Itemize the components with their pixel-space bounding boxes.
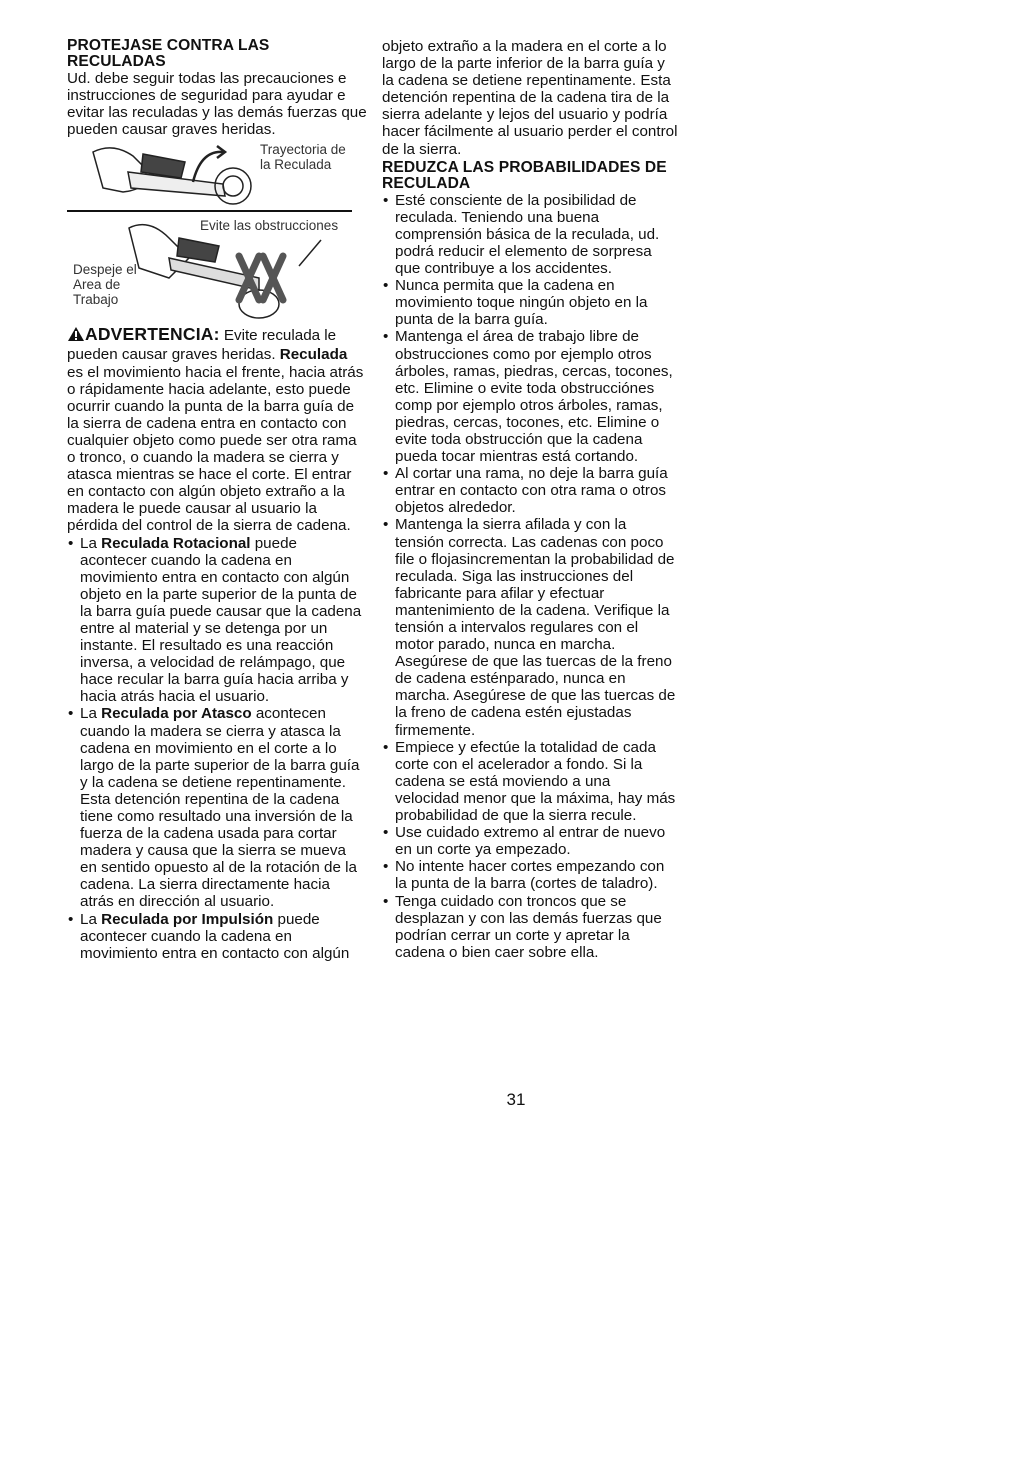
- list-item: • Empiece y efectúe la totalidad de cada corte con el acelerador a fondo. Si la cadena se está moviendo a una velocidad menor que la máxima, hay más probabilidad de que la sierra recule.: [382, 739, 678, 824]
- left-column: [67, 38, 367, 962]
- list-item: • La Reculada por Impulsión puede acontecer cuando la cadena en movimiento entra en contacto con algún: [67, 911, 367, 962]
- intro-paragraph: Ud. debe seguir todas las precauciones e instrucciones de seguridad para ayudar e evitar las reculadas y las demás fuerzas que pueden causar graves heridas.: [67, 70, 367, 139]
- warning-paragraph: [67, 326, 367, 534]
- section-heading-reduce: REDUZCA LAS PROBABILIDADES DE RECULADA: [382, 158, 667, 192]
- label-trajectory: Trayectoria de la Reculada: [260, 142, 346, 173]
- list-item: • Esté consciente de la posibilidad de reculada. Teniendo una buena comprensión básica de la reculada, ud. podrá reducir el elemento de sorpresa que contribuye a los accidentes.: [382, 192, 678, 277]
- obstruction-drawing: [129, 218, 329, 318]
- section-heading-kickback: PROTEJASE CONTRA LAS RECULADAS: [67, 37, 270, 70]
- kickback-trajectory-drawing: [73, 142, 273, 214]
- kickback-types-list: [67, 535, 367, 962]
- label-clear-area: Despeje el Area de Trabajo: [73, 262, 137, 308]
- warning-term: Reculada: [279, 346, 348, 364]
- warning-text-1: Evite reculada le pueden causar graves heridas.: [67, 327, 337, 364]
- figure-divider: [67, 210, 352, 212]
- page-number: 31: [506, 1090, 526, 1109]
- right-column: [382, 38, 678, 961]
- list-item: • No intente hacer cortes empezando con la punta de la barra (cortes de taladro).: [382, 858, 678, 892]
- list-item: • Mantenga la sierra afilada y con la tensión correcta. Las cadenas con poco file o flojasincrementan la probabilidad de reculada. Siga las instrucciones del fabricante para afilar y efectuar mantenimiento de la cadena. Verifique la tensión a intervalos regulares con el motor parado, nunca en marcha. Asegúrese de que las tuercas de la freno de cadena esténparado, nunca en marcha. Asegúrese de que las tuercas de la freno de cadena estén ejustadas firmemente.: [382, 516, 678, 738]
- warning-triangle-icon: [67, 326, 85, 346]
- warning-title: ADVERTENCIA:: [85, 324, 220, 345]
- warning-text-2: es el movimiento hacia el frente, hacia atrás o rápidamente hacia adelante, esto puede ocurrir cuando la punta de la barra guía de la sierra de cadena entra en contacto con cualquier objeto como puede ser otra rama o tronco, o cuando la madera se cierra y atasca mientras se hace el corte. El entrar en contacto con algún objeto extraño a la madera le puede causar al usuario la pérdida del control de la sierra de cadena.: [67, 363, 364, 535]
- list-item: • Use cuidado extremo al entrar de nuevo en un corte ya empezado.: [382, 824, 678, 858]
- list-item: • Al cortar una rama, no deje la barra guía entrar en contacto con otra rama o otros objetos alrededor.: [382, 465, 678, 516]
- kickback-illustration: [67, 138, 367, 324]
- list-item: • La Reculada por Atasco acontecen cuando la madera se cierra y atasca la cadena en movimiento en el corte a lo largo de la parte superior de la barra guía y la cadena se detiene repentinamente. Esta detención repentina de la cadena tiene como resultado una inversión de la fuerza de la cadena usada para cortar madera y causa que la sierra se mueva en sentido opuesto al de la rotación de la cadena. La sierra directamente hacia atrás en dirección al usuario.: [67, 705, 367, 910]
- list-item: • La Reculada Rotacional puede acontecer cuando la cadena en movimiento entra en contacto con algún objeto en la parte superior de la punta de la barra guía puede causar que la cadena entre al material y se detenga por un instante. El resultado es una reacción inversa, a velocidad de relámpago, que hace recular la barra guía hacia arriba y hacia atrás hacia el usuario.: [67, 535, 367, 706]
- continuation-paragraph: objeto extraño a la madera en el corte a lo largo de la parte inferior de la barra guía y la cadena se detiene repentinamente. Esta detención repentina de la cadena tira de la sierra adelante y lejos del usuario y podría hacer fácilmente al usuario perder el control de la sierra.: [382, 38, 678, 158]
- list-item: • Tenga cuidado con troncos que se desplazan y con las demás fuerzas que podrían cerrar un corte y apretar la cadena o bien caer sobre ella.: [382, 893, 678, 961]
- list-item: • Nunca permita que la cadena en movimiento toque ningún objeto en la punta de la barra guía.: [382, 277, 678, 328]
- reduce-kickback-list: [382, 192, 678, 961]
- label-avoid-obstructions: Evite las obstrucciones: [200, 218, 339, 234]
- list-item: • Mantenga el área de trabajo libre de obstrucciones como por ejemplo otros árboles, ramas, piedras, cercas, tocones, etc. Elimine o evite toda obstrucciónes comp por ejemplo otros árboles, ramas, piedras, cercas, tocones, etc. Elimine o evite toda obstrucción que la cadena pueda tocar mientras está cortando.: [382, 328, 678, 465]
